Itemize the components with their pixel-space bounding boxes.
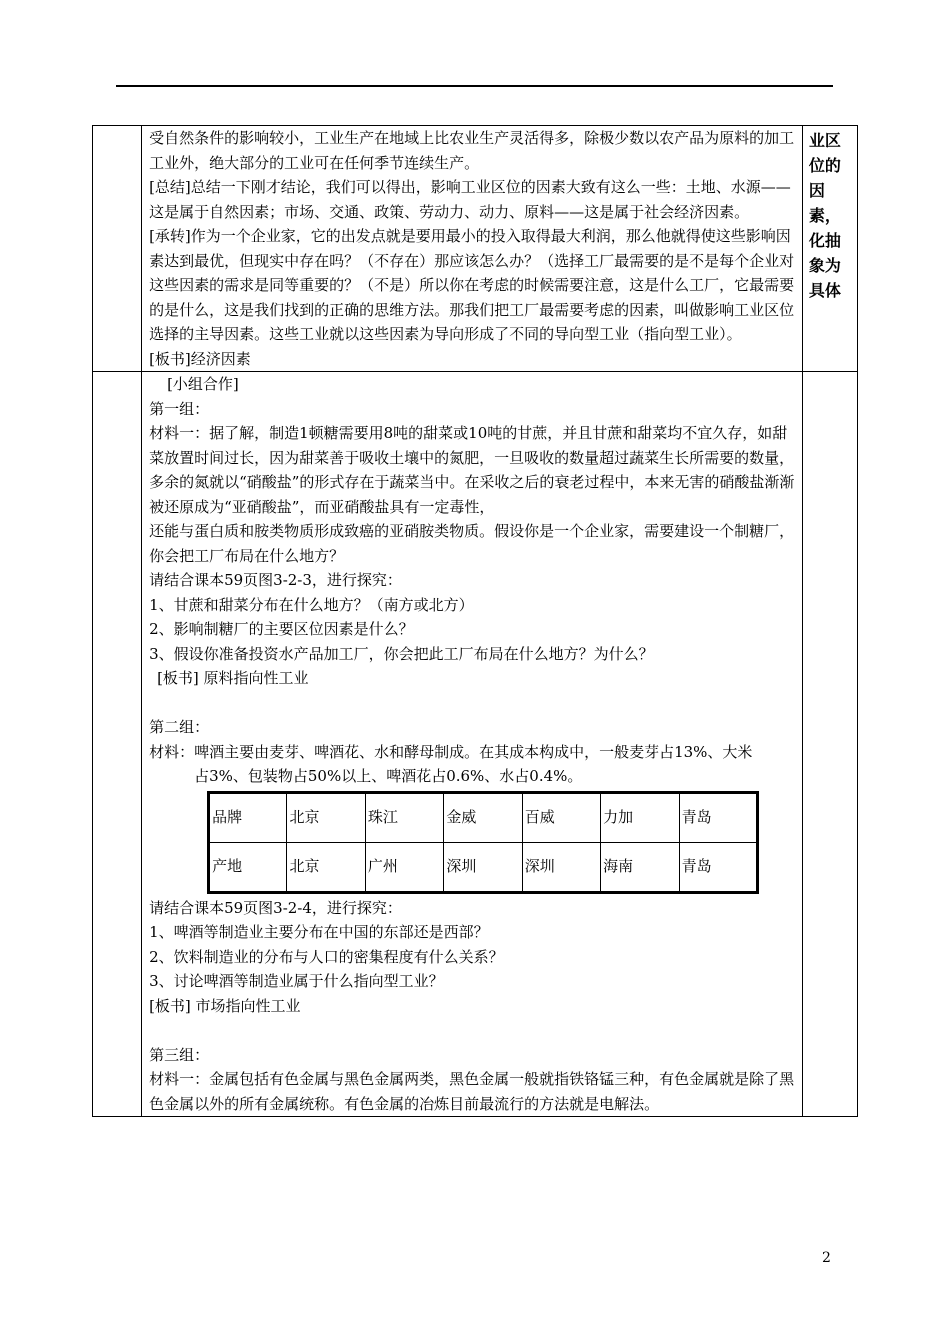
side-note: 业区位的因素，化抽象为具体 <box>808 131 841 300</box>
group2-question: 3、讨论啤酒等制造业属于什么指向型工业？ <box>149 972 444 990</box>
group2-title: 第二组： <box>149 718 210 736</box>
paragraph-summary: [总结]总结一下刚才结论，我们可以得出，影响工业区位的因素大致有这么一些：土地、水源——这是属于自然因素；市场、交通、政策、劳动力、动力、原料——这是属于社会经济因素。 <box>149 178 791 221</box>
empty-cell <box>802 372 857 1117</box>
lesson-table <box>92 125 858 1117</box>
table-cell: 海南 <box>601 842 679 892</box>
table-cell: 力加 <box>601 792 679 842</box>
group3-title: 第三组： <box>149 1045 210 1064</box>
group2-question: 1、啤酒等制造业主要分布在中国的东部还是西部？ <box>149 923 489 941</box>
group2-material-cont: 占3%、包装物占50%以上、啤酒花占0.6%、水占0.4%。 <box>194 767 583 785</box>
content-cell <box>142 372 803 1117</box>
empty-cell <box>93 126 142 372</box>
table-row <box>209 792 758 842</box>
table-cell: 青岛 <box>679 842 757 892</box>
table-cell: 金威 <box>444 792 522 842</box>
table-row <box>93 126 858 372</box>
table-cell: 广州 <box>365 842 443 892</box>
group1-question: 2、影响制糖厂的主要区位因素是什么？ <box>149 620 414 638</box>
table-cell: 产地 <box>209 842 287 892</box>
group2-question: 2、饮料制造业的分布与人口的密集程度有什么关系？ <box>149 947 504 966</box>
board-note-economic: [板书]经济因素 <box>149 349 251 368</box>
group2-material: 材料：啤酒主要由麦芽、啤酒花、水和酵母制成。在其成本构成中，一般麦芽占13%、大米 <box>149 742 753 761</box>
group1-material-cont: 还能与蛋白质和胺类物质形成致癌的亚硝胺类物质。假设你是一个企业家，需要建设一个制糖厂，你会把工厂布局在什么地方？ <box>149 522 795 565</box>
group3-material: 材料一：金属包括有色金属与黑色金属两类，黑色金属一般就指铁铬锰三种，有色金属就是除了黑色金属以外的所有金属统称。有色金属的冶炼目前最流行的方法就是电解法。 <box>149 1070 795 1113</box>
table-cell: 青岛 <box>679 792 757 842</box>
empty-cell <box>93 372 142 1117</box>
page-number: 2 <box>822 1250 831 1266</box>
table-cell: 百威 <box>522 792 600 842</box>
group2-prompt: 请结合课本59页图3-2-4，进行探究： <box>149 898 402 917</box>
table-cell: 深圳 <box>522 842 600 892</box>
group1-material: 材料一：据了解，制造1顿糖需要用8吨的甜菜或10吨的甘蔗，并且甘蔗和甜菜均不宜久存，如甜菜放置时间过长，因为甜菜善于吸收土壤中的氮肥，一旦吸收的数量超过蔬菜生长所需要的数量，多余的氮就以“硝酸盐”的形式存在于蔬菜当中。在采收之后的衰老过程中，本来无害的硝酸盐渐渐被还原成为“亚硝酸盐”，而亚硝酸盐具有一定毒性， <box>149 424 795 516</box>
table-cell: 品牌 <box>209 792 287 842</box>
table-row <box>93 372 858 1117</box>
table-cell: 深圳 <box>444 842 522 892</box>
group1-question: 3、假设你准备投资水产品加工厂，你会把此工厂布局在什么地方？为什么？ <box>149 644 654 663</box>
table-cell: 珠江 <box>365 792 443 842</box>
group2-board-note: [板书] 市场指向性工业 <box>149 996 301 1015</box>
beer-brand-table <box>207 791 759 894</box>
group-work-heading: [小组合作] <box>167 375 239 393</box>
table-cell: 北京 <box>287 792 365 842</box>
group1-board-note: [板书] 原料指向性工业 <box>157 669 309 687</box>
group1-title: 第一组： <box>149 399 210 418</box>
group1-prompt: 请结合课本59页图3-2-3，进行探究： <box>149 571 402 589</box>
group1-question: 1、甘蔗和甜菜分布在什么地方？（南方或北方） <box>149 595 474 614</box>
header-rule <box>116 85 833 87</box>
paragraph-conditions: 受自然条件的影响较小，工业生产在地域上比农业生产灵活得多，除极少数以农产品为原料的加工工业外，绝大部分的工业可在任何季节连续生产。 <box>149 129 795 172</box>
table-cell: 北京 <box>287 842 365 892</box>
paragraph-transition: [承转]作为一个企业家，它的出发点就是要用最小的投入取得最大利润，那么他就得使这些影响因素达到最优，但现实中存在吗？（不存在）那应该怎么办？（选择工厂最需要的是不是每个企业对这些因素的需求是同等重要的？（不是）所以你在考虑的时候需要注意，这是什么工厂，它最需要的是什么，这是我们找到的正确的思维方法。那我们把工厂最需要考虑的因素，叫做影响工业区位选择的主导因素。这些工业就以这些因素为导向形成了不同的导向型工业（指向型工业）。 <box>149 227 795 343</box>
side-note-cell <box>802 126 857 372</box>
table-row <box>209 842 758 892</box>
content-cell <box>142 126 803 372</box>
